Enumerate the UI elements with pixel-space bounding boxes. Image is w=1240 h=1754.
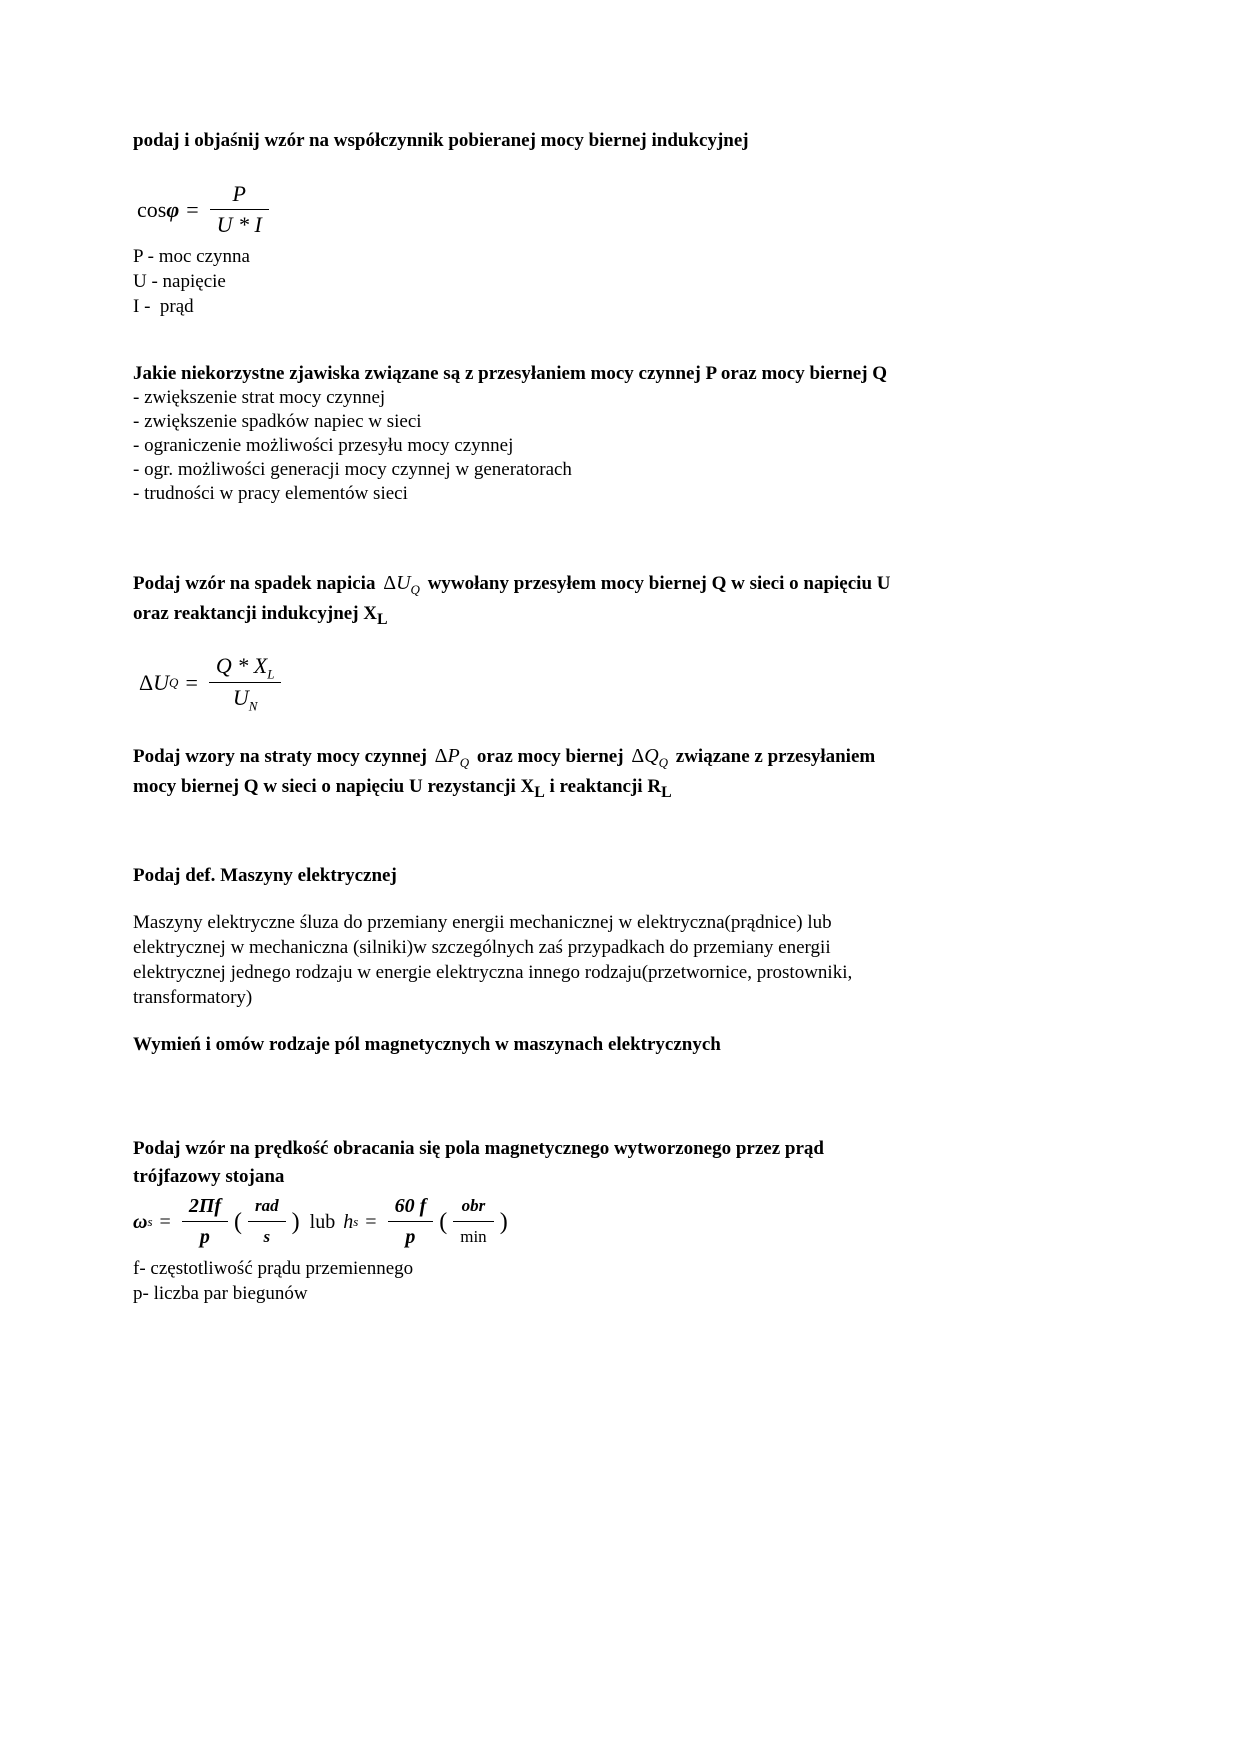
paragraph-line: elektrycznej w mechaniczna (silniki)w szczególnych zaś przypadkach do przemiany energii [133,937,831,959]
q2-heading: Jakie niekorzystne zjawiska związane są z przesyłaniem mocy czynnej P oraz mocy biernej Q [133,363,888,384]
q1-heading: podaj i objaśnij wzór na współczynnik pobieranej mocy biernej indukcyjnej [133,130,749,151]
fraction-denominator [388,1222,434,1250]
denominator-text: U * I [216,212,262,237]
denominator-text: U [232,685,249,711]
q6-heading: Wymień i omów rodzaje pól magnetycznych w maszynach elektrycznych [133,1034,721,1056]
subscript-s: s [147,1214,153,1230]
denominator-text: p [405,1226,416,1249]
numerator-text: 2Πf [188,1195,222,1218]
variable-u: U [153,669,170,695]
fraction [388,1193,434,1250]
fraction-numerator [248,1193,286,1222]
omega-symbol: ω [133,1210,148,1233]
subscript-l: L [377,610,388,628]
list-item: - ograniczenie możliwości przesyłu mocy czynnej [133,435,514,456]
q5-paragraph [133,910,1120,1010]
fraction-denominator [248,1222,286,1250]
legend-line: U - napięcie [133,271,226,292]
numerator-text: rad [255,1196,279,1216]
numerator-text: P [232,181,246,206]
inline-formula-delta-qq [628,744,671,770]
q1-legend [133,244,1120,319]
numerator-text: 60 f [394,1195,427,1218]
delta-symbol: Δ [434,744,448,767]
phi-symbol: φ [166,196,180,222]
section-rotation-speed [133,1135,1120,1306]
inline-formula-delta-pq [432,744,472,770]
equals-sign: = [159,1210,171,1233]
heading-text: oraz mocy biernej [476,745,624,767]
variable-u: U [396,572,411,594]
q2-list [133,386,1120,506]
rotation-speed-formula [133,1193,1120,1250]
cos-label: cos [137,196,167,222]
q7-heading [133,1135,1120,1191]
open-paren: ( [439,1208,448,1235]
heading-text: mocy biernej Q w sieci o napięciu U rezystancji X [133,775,535,797]
subscript-l: L [267,666,275,682]
list-item: - zwiększenie strat mocy czynnej [133,387,386,408]
h-symbol: h [343,1210,354,1233]
numerator-text: obr [461,1196,486,1216]
subscript-q: Q [459,754,470,770]
q5-heading: Podaj def. Maszyny elektrycznej [133,865,397,887]
fraction-denominator [209,683,282,712]
unit-fraction-rad-s [248,1193,286,1250]
heading-text: Podaj wzór na spadek napicia [133,573,376,594]
legend-line: p- liczba par biegunów [133,1283,308,1305]
heading-text: trójfazowy stojana [133,1166,285,1188]
subscript-s: s [353,1214,359,1230]
list-item: - trudności w pracy elementów sieci [133,483,408,504]
subscript-q: Q [169,675,179,691]
heading-text: Podaj wzór na prędkość obracania się pola magnetycznego wytworzonego przez prąd [133,1138,824,1160]
section-power-losses [133,741,1120,808]
list-item: - zwiększenie spadków napiec w sieci [133,411,422,432]
unit-fraction-obr-min [453,1193,493,1250]
paragraph-line: transformatory) [133,987,253,1009]
fraction-numerator [209,653,282,683]
legend-line: P - moc czynna [133,246,250,267]
fraction-numerator [388,1193,434,1222]
numerator-text: Q * X [215,652,268,678]
fraction-denominator [210,210,269,238]
q7-legend [133,1256,1120,1306]
heading-text: i reaktancji R [549,775,662,797]
fraction-numerator [210,181,269,210]
fraction-denominator [182,1222,228,1250]
q4-heading [133,741,1120,808]
subscript-n: N [248,698,258,714]
denominator-text: s [263,1227,271,1247]
variable-p: P [447,744,460,767]
equals-sign: = [185,669,198,695]
equals-sign: = [186,196,199,222]
section-transmission-drawbacks [133,361,1120,506]
fraction-numerator [453,1193,493,1222]
variable-q: Q [644,744,659,767]
section-machine-definition [133,863,1120,1010]
subscript-q: Q [658,754,669,770]
fraction [210,181,269,238]
close-paren: ) [291,1208,300,1235]
section-magnetic-fields [133,1032,1120,1057]
voltage-drop-formula [139,653,1120,713]
lub-text: lub [309,1210,336,1233]
open-paren: ( [234,1208,243,1235]
fraction [209,653,282,713]
section-power-factor [133,128,1120,319]
legend-line: f- częstotliwość prądu przemiennego [133,1258,414,1280]
delta-symbol: Δ [631,744,645,767]
fraction-denominator [453,1222,493,1250]
fraction [182,1193,228,1250]
legend-line: I - prąd [133,296,194,317]
heading-text: oraz reaktancji indukcyjnej X [133,603,377,624]
section-voltage-drop [133,568,1120,713]
power-factor-formula [137,181,1120,238]
paragraph-line: Maszyny elektryczne śluza do przemiany energii mechanicznej w elektryczna(prądnice) lub [133,912,832,934]
list-item: - ogr. możliwości generacji mocy czynnej w generatorach [133,459,572,480]
paragraph-line: elektrycznej jednego rodzaju w energie elektryczna innego rodzaju(przetwornice, prostowniki, [133,962,853,984]
subscript-q: Q [410,582,420,597]
subscript-l: L [534,783,545,801]
denominator-text: min [460,1227,487,1247]
heading-text: wywołany przesyłem mocy biernej Q w sieci o napięciu U [427,573,891,594]
equals-sign: = [365,1210,377,1233]
delta-symbol: Δ [139,669,154,695]
delta-symbol: Δ [383,572,397,594]
close-paren: ) [499,1208,508,1235]
inline-formula-delta-uq [380,572,423,597]
q3-heading [133,568,1120,635]
denominator-text: p [199,1226,210,1249]
fraction-numerator [182,1193,228,1222]
heading-text: związane z przesyłaniem [675,745,876,767]
subscript-l: L [661,783,672,801]
heading-text: Podaj wzory na straty mocy czynnej [133,745,427,767]
